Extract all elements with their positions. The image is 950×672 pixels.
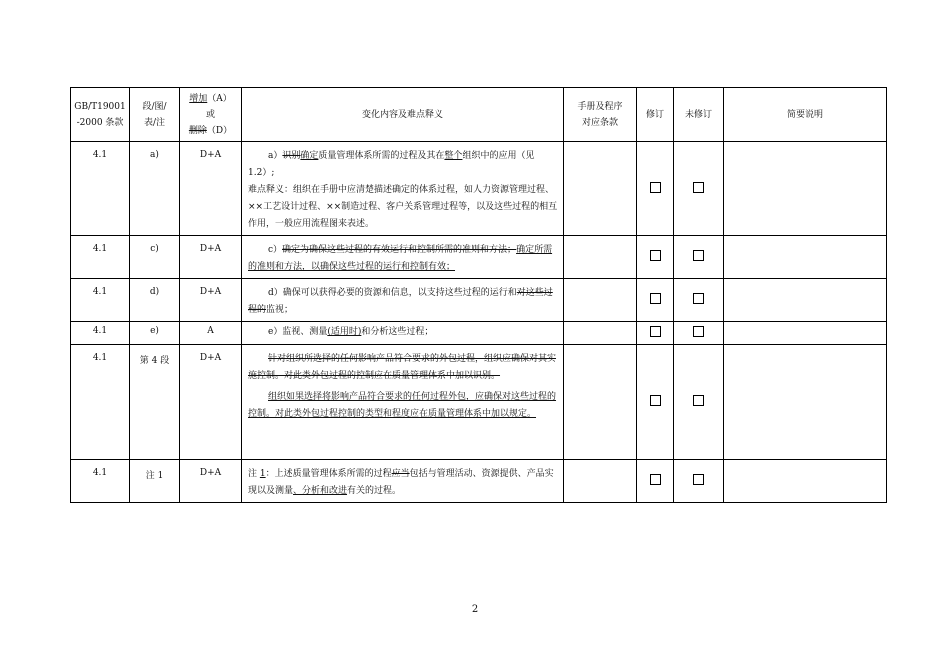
content-cell [242,142,564,236]
not-revised-checkbox[interactable] [693,250,704,261]
header-delete: 删除 [188,125,207,136]
clause-cell: 4.1 [71,279,130,322]
header-not-revised: 未修订 [674,88,724,142]
content-cell [242,236,564,279]
table-row [71,345,887,460]
item-prefix: a） [268,151,283,161]
para-cell: 第 4 段 [130,345,180,460]
content-cell [242,460,564,503]
header-manual-line1: 手册及程序 [577,101,623,112]
revised-checkbox[interactable] [650,250,661,261]
inserted-text: 1 [259,469,266,479]
revised-checkbox[interactable] [650,182,661,193]
inserted-text: 确定所需的准则和方法，以确保这些过程的运行和控制有效； [248,245,553,272]
header-description: 简要说明 [724,88,887,142]
manual-cell [564,345,637,460]
body-text: 质量管理体系所需的过程及其在 [318,151,445,161]
deleted-text: 针对组织所选择的任何影响产品符合要求的外包过程，组织应确保对其实施控制。对此类外包过程的控制应在质量管理体系中加以识别。 [248,354,557,381]
header-add-suffix: （A） [207,93,232,104]
body-text: 包括与管理活动、资源提供、产品实现以及测量 [248,469,554,496]
inserted-text: (适用时) [327,327,362,337]
table-row [71,279,887,322]
add-delete-cell: A [180,322,242,345]
body-text: 注 [248,469,260,479]
not-revised-cell [674,279,724,322]
header-manual [564,88,637,142]
clause-cell: 4.1 [71,322,130,345]
manual-cell [564,322,637,345]
body-text: （见 1.2）; [248,151,535,178]
deleted-text: 对这些过程的 [248,288,553,315]
not-revised-cell [674,236,724,279]
content-cell [242,345,564,460]
body-text: d）确保可以获得必要的资源和信息，以支持这些过程的运行和 [268,288,517,298]
not-revised-checkbox[interactable] [693,182,704,193]
add-delete-cell: D+A [180,345,242,460]
revised-checkbox[interactable] [650,326,661,337]
manual-cell [564,279,637,322]
para-cell: d) [130,279,180,322]
table-row [71,460,887,503]
manual-cell [564,460,637,503]
para-cell: 注 1 [130,460,180,503]
add-delete-cell: D+A [180,460,242,503]
header-revised: 修订 [637,88,674,142]
header-manual-line2: 对应条款 [581,117,618,128]
clause-cell: 4.1 [71,142,130,236]
header-delete-suffix: （D） [206,125,233,136]
body-text: 和分析这些过程； [361,327,434,337]
clause-change-table [70,87,887,503]
table-row [71,142,887,236]
header-para-line2: 表/注 [143,117,166,128]
description-cell [724,345,887,460]
clause-cell: 4.1 [71,460,130,503]
table-header-row [71,88,887,142]
inserted-text: 、分析和改进 [293,486,348,496]
inserted-text: 整个 [444,151,463,161]
header-add-delete [180,88,242,142]
revised-cell [637,279,674,322]
revised-cell [637,236,674,279]
revised-checkbox[interactable] [650,474,661,485]
add-delete-cell: D+A [180,279,242,322]
deleted-text: 识别 [282,151,301,161]
header-clause-line2: -2000 条款 [76,117,124,128]
table-row [71,322,887,345]
add-delete-cell: D+A [180,236,242,279]
page-number: 2 [471,604,479,615]
manual-cell [564,142,637,236]
revised-cell [637,460,674,503]
header-para-line1: 段/图/ [142,101,167,112]
not-revised-cell [674,460,724,503]
revised-checkbox[interactable] [650,293,661,304]
table-row [71,236,887,279]
para-cell: c) [130,236,180,279]
not-revised-cell [674,142,724,236]
revised-cell [637,322,674,345]
header-content: 变化内容及难点释义 [242,88,564,142]
not-revised-checkbox[interactable] [693,293,704,304]
revised-cell [637,345,674,460]
content-cell [242,322,564,345]
body-text: ：上述质量管理体系所需的过程 [265,469,392,479]
description-cell [724,460,887,503]
header-para [130,88,180,142]
content-cell [242,279,564,322]
header-or: 或 [205,109,215,120]
manual-cell [564,236,637,279]
header-clause [71,88,130,142]
para-cell: a) [130,142,180,236]
inserted-text: 组织如果选择将影响产品符合要求的任何过程外包，应确保对这些过程的控制。对此类外包过程控制的类型和程度应在质量管理体系中加以规定。 [248,392,557,419]
body-text: e）监视、测量 [268,327,328,337]
deleted-text: 应当 [391,469,410,479]
revised-cell [637,142,674,236]
not-revised-cell [674,345,724,460]
body-text: 有关的过程。 [347,486,402,496]
not-revised-cell [674,322,724,345]
para-cell: e) [130,322,180,345]
header-add: 增加 [189,93,208,104]
not-revised-checkbox[interactable] [693,326,704,337]
deleted-text: 确定为确保这些过程的有效运行和控制所需的准则和方法； [282,245,517,255]
not-revised-checkbox[interactable] [693,474,704,485]
header-clause-line1: GB/T19001 [74,101,126,112]
clause-cell: 4.1 [71,345,130,460]
body-text: 组织中的应用 [462,151,517,161]
add-delete-cell: D+A [180,142,242,236]
difficulty-note: 难点释义：组织在手册中应清楚描述确定的体系过程，如人力资源管理过程、××工艺设计过程、××制造过程、客户关系管理过程等，以及这些过程的相互作用，一般应用流程图来表述。 [248,185,558,229]
inserted-text: 确定 [300,151,319,161]
description-cell [724,279,887,322]
description-cell [724,236,887,279]
description-cell [724,322,887,345]
description-cell [724,142,887,236]
clause-cell: 4.1 [71,236,130,279]
body-text: 监视； [266,305,294,315]
not-revised-checkbox[interactable] [693,395,704,406]
item-prefix: c） [268,245,283,255]
revised-checkbox[interactable] [650,395,661,406]
